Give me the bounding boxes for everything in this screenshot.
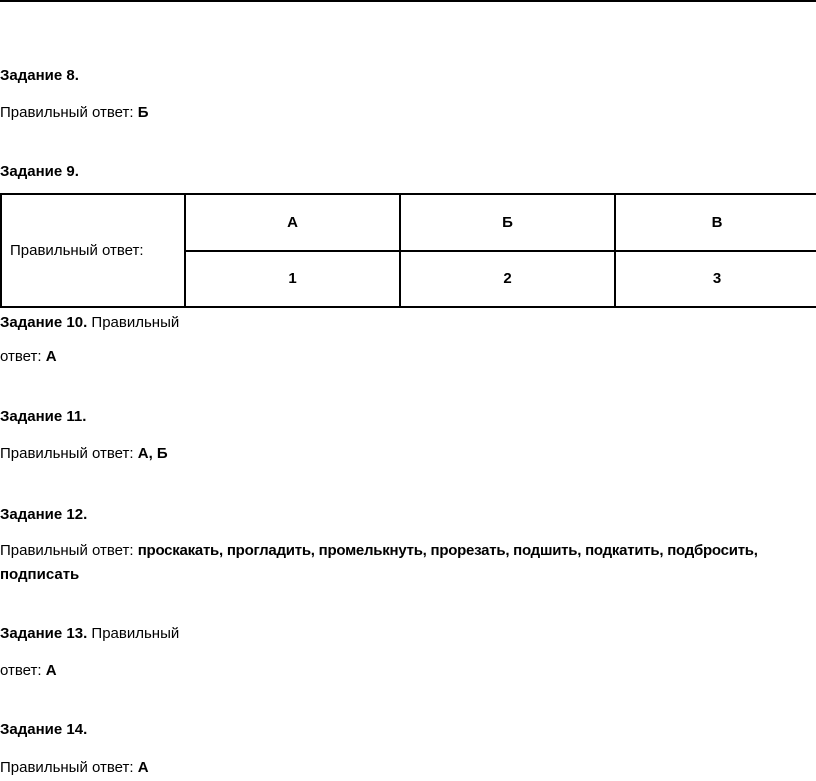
task10-title: Задание 10. [0,314,88,331]
answer-value: А [137,759,149,776]
task13-line2 [0,661,57,681]
answer-value: А, Б [137,445,168,462]
top-rule [0,0,816,2]
task14-answer-line [0,758,149,778]
answer-prefix: Правильный [87,314,180,331]
task12-answer-continuation: подписать [0,566,80,583]
task8-title: Задание 8. [0,67,79,84]
answer-prefix: ответ: [0,348,46,365]
table-header-cell: А [185,194,400,251]
task9-answer-table [0,193,816,308]
answer-prefix: Правильный ответ: [0,759,138,776]
table-row [1,194,816,251]
answer-prefix: Правильный [87,625,180,642]
answer-value: Б [137,104,149,121]
answer-prefix: Правильный ответ: [0,104,138,121]
task11-title: Задание 11. [0,408,87,425]
answer-value: проскакать, прогладить, промелькнуть, прорезать, подшить, подкатить, подбросить, [137,542,758,559]
answer-prefix: ответ: [0,662,46,679]
table-value-cell: 2 [400,251,615,308]
task10-line2 [0,347,57,367]
table-header-cell: В [615,194,816,251]
task12-title: Задание 12. [0,506,88,523]
table-header-cell: Б [400,194,615,251]
table-value-cell: 3 [615,251,816,308]
answer-prefix: Правильный ответ: [0,542,138,559]
task14-title: Задание 14. [0,721,88,738]
task12-answer-line [0,541,758,561]
answer-value: А [45,348,57,365]
answer-prefix: Правильный ответ: [0,445,138,462]
answer-value: А [45,662,57,679]
task8-answer-line [0,103,149,123]
task13-line1 [0,624,179,644]
task13-title: Задание 13. [0,625,88,642]
table-row-label: Правильный ответ: [1,194,185,307]
task11-answer-line [0,444,168,464]
table-value-cell: 1 [185,251,400,308]
task10-line1 [0,313,179,333]
task9-title: Задание 9. [0,163,79,180]
